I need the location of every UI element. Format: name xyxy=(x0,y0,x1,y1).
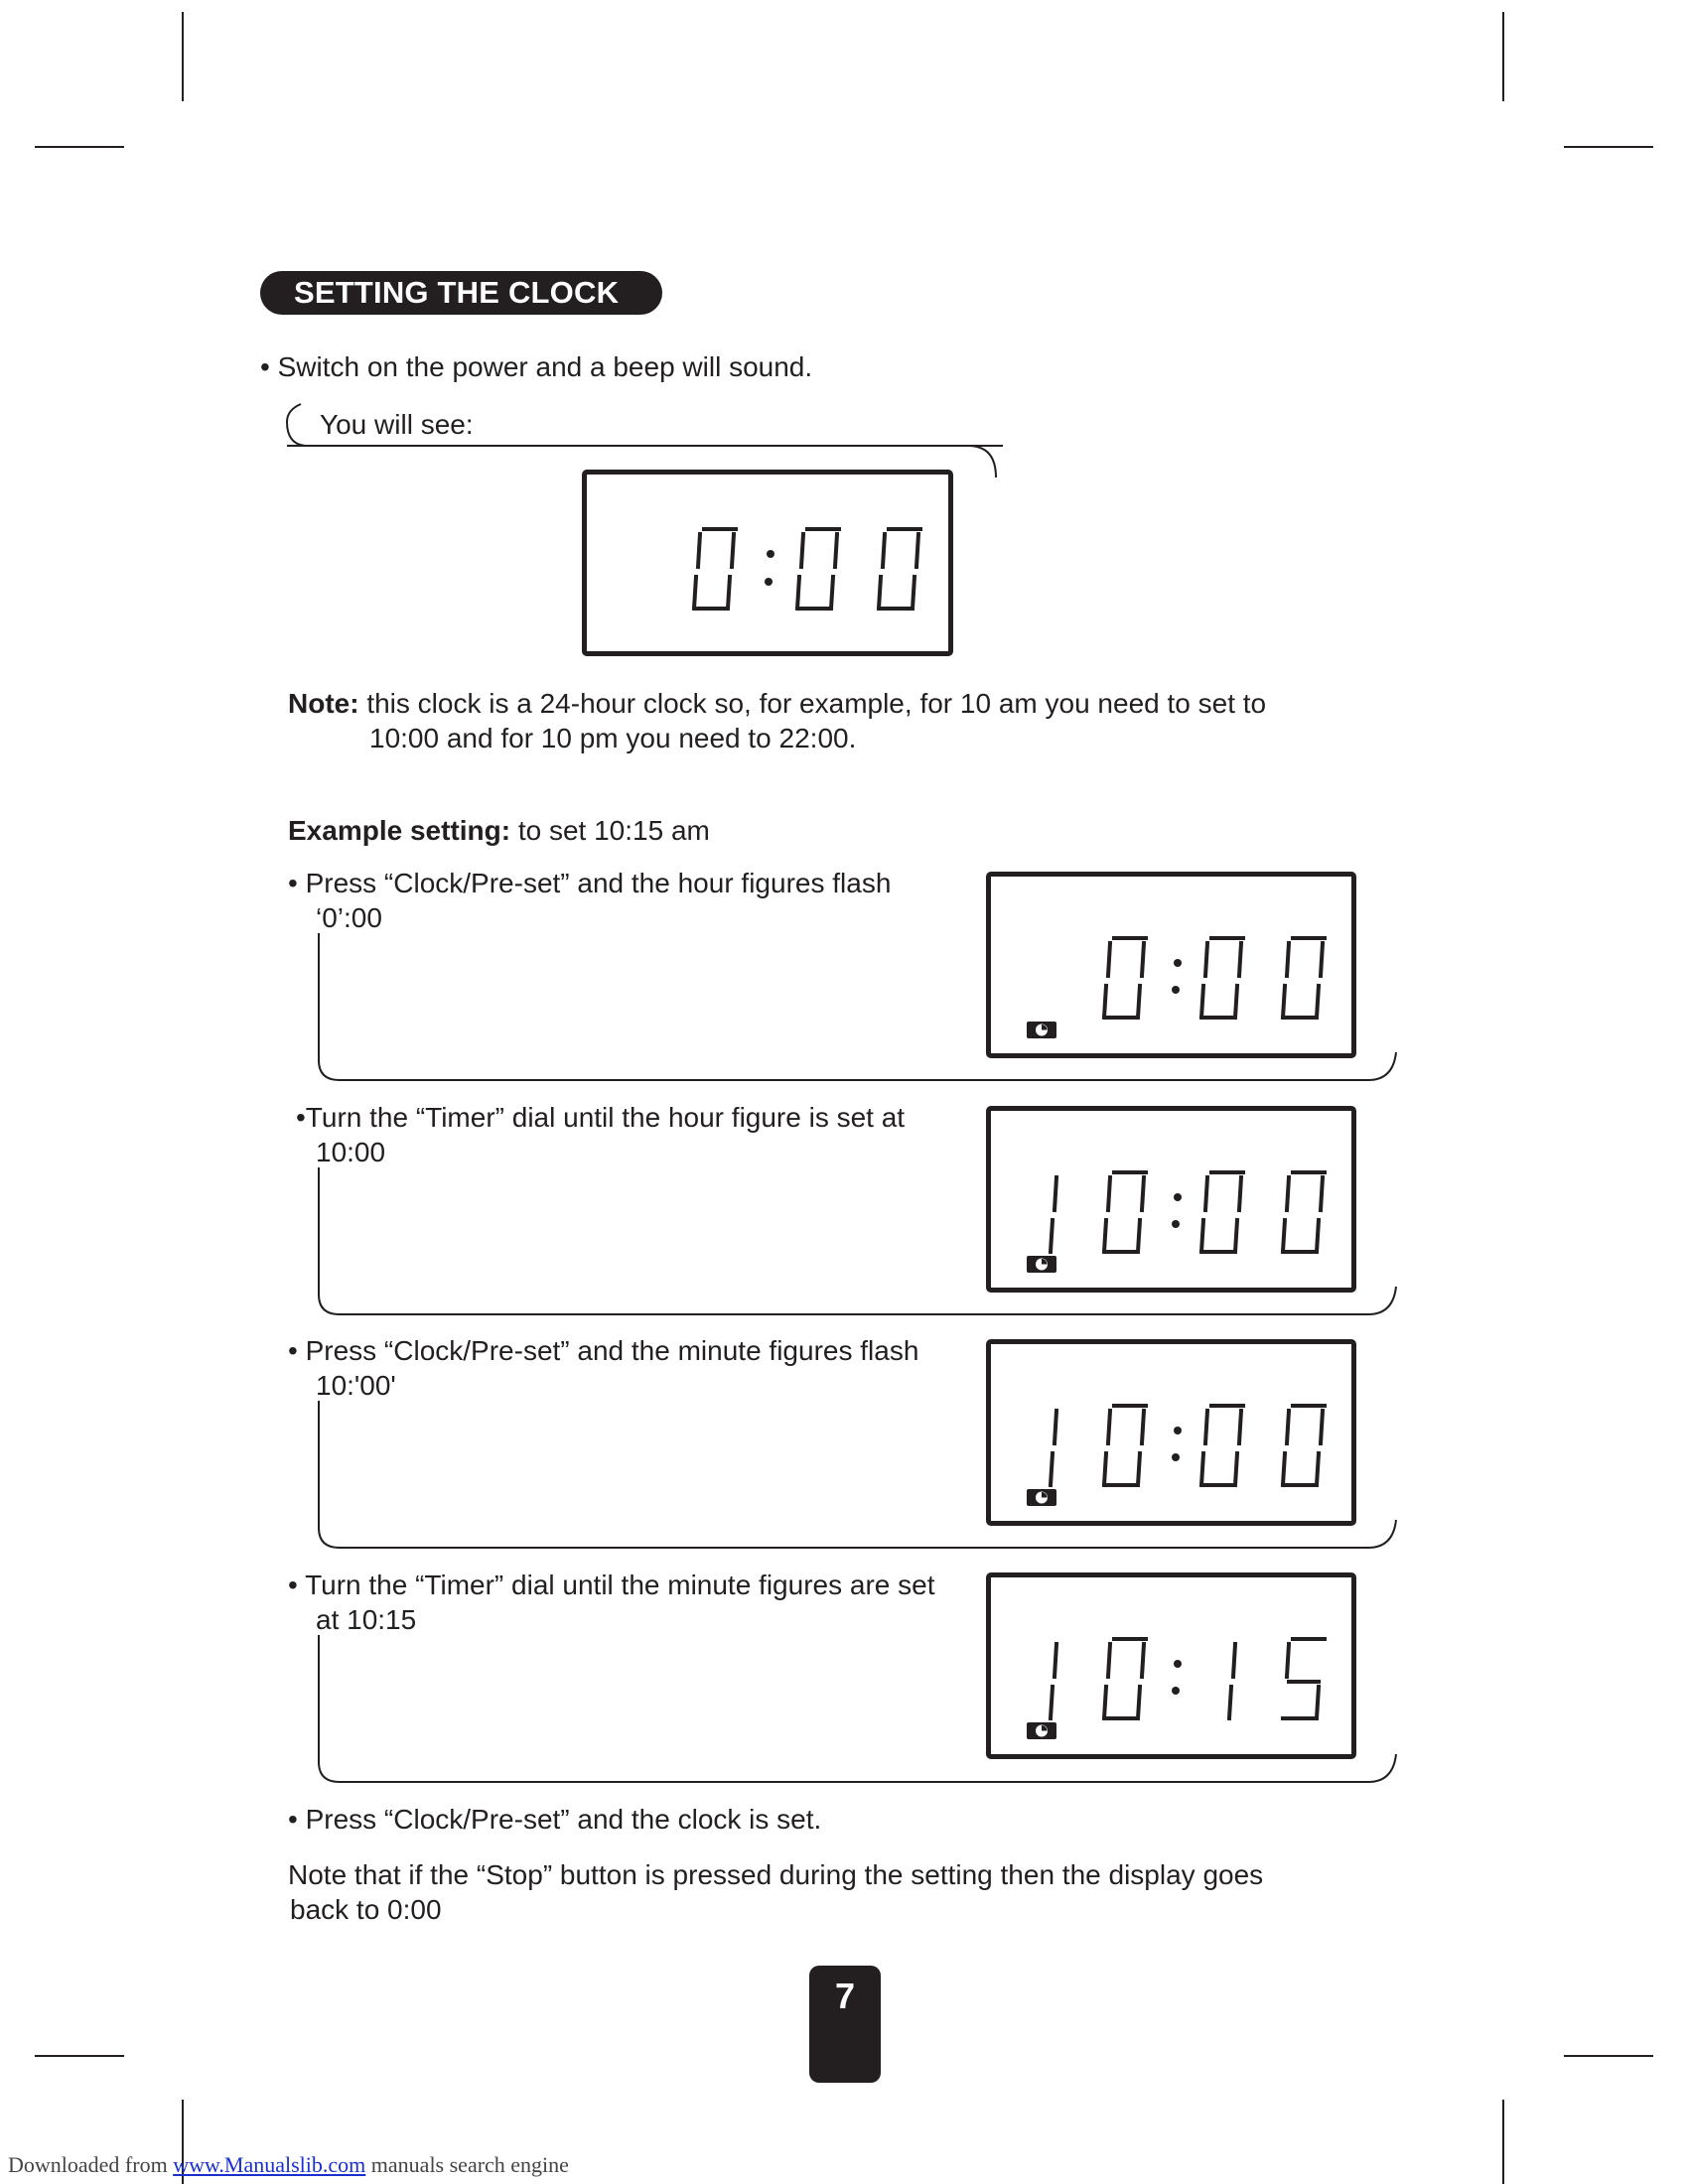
you-will-see-label: You will see: xyxy=(320,409,474,440)
lcd-colon xyxy=(1172,1687,1180,1695)
lcd-colon xyxy=(1172,1453,1180,1461)
note-text: this clock is a 24-hour clock so, for example, for 10 am you need to set to xyxy=(358,688,1267,719)
download-footer xyxy=(8,2152,569,2178)
crop-mark xyxy=(1564,146,1653,148)
lcd-digit-5 xyxy=(1283,1639,1325,1718)
lcd-colon xyxy=(765,578,773,586)
lcd-digit-0 xyxy=(1201,938,1243,1018)
example-line xyxy=(288,813,710,848)
intro-bullet: • Switch on the power and a beep will sound. xyxy=(260,351,813,382)
lcd-digit-0 xyxy=(1283,938,1325,1018)
crop-mark xyxy=(1502,12,1504,101)
lcd-digit-1 xyxy=(1051,1644,1056,1718)
footer-suffix: manuals search engine xyxy=(365,2152,569,2177)
lcd-digit-0 xyxy=(1283,1172,1325,1252)
manualslib-link[interactable]: www.Manualslib.com xyxy=(173,2152,366,2177)
step-1-line2: ‘0’:00 xyxy=(316,902,382,933)
lcd-digit-0 xyxy=(1104,1639,1146,1718)
clock-icon xyxy=(1027,1722,1056,1739)
clock-icon xyxy=(1027,1256,1056,1273)
lcd-digit-0 xyxy=(1104,938,1146,1018)
step-2-line1: •Turn the “Timer” dial until the hour figure is set at xyxy=(296,1102,906,1133)
crop-mark xyxy=(182,12,184,101)
display-step-4 xyxy=(986,1572,1356,1759)
note-label: Note: xyxy=(288,688,359,719)
final-step: • Press “Clock/Pre-set” and the clock is set. xyxy=(288,1804,822,1835)
page-number: 7 xyxy=(809,1966,881,2083)
note-line1 xyxy=(288,686,1266,721)
display-step-3-digits xyxy=(991,1344,1361,1531)
note-line2: 10:00 and for 10 pm you need to 22:00. xyxy=(369,723,857,753)
lcd-colon xyxy=(1174,1660,1182,1668)
step-3-line2: 10:'00' xyxy=(316,1370,396,1401)
clock-icon xyxy=(1027,1022,1056,1038)
lcd-digit-0 xyxy=(797,529,839,609)
crop-mark xyxy=(1564,2055,1653,2057)
lcd-digit-0 xyxy=(694,529,736,609)
lcd-digit-0 xyxy=(1201,1406,1243,1485)
display-intro xyxy=(582,470,953,656)
step-4-line2: at 10:15 xyxy=(316,1604,417,1635)
step-2-line2: 10:00 xyxy=(316,1137,386,1167)
lcd-digit-1 xyxy=(1229,1644,1235,1718)
crop-mark xyxy=(1502,2100,1504,2184)
display-intro-digits xyxy=(587,475,958,661)
crop-mark xyxy=(35,146,124,148)
display-step-1 xyxy=(986,872,1356,1058)
display-step-2 xyxy=(986,1106,1356,1293)
lcd-colon xyxy=(1172,1220,1180,1228)
lcd-colon xyxy=(1174,1193,1182,1201)
lcd-digit-1 xyxy=(1051,1411,1056,1485)
display-step-2-digits xyxy=(991,1111,1361,1297)
section-title: SETTING THE CLOCK xyxy=(260,271,662,315)
lcd-digit-1 xyxy=(1051,1177,1056,1252)
step-4-line1: • Turn the “Timer” dial until the minute figures are set xyxy=(288,1570,935,1600)
stop-note-line2: back to 0:00 xyxy=(290,1894,442,1925)
footer-prefix: Downloaded from xyxy=(8,2152,174,2177)
lcd-digit-0 xyxy=(1283,1406,1325,1485)
display-step-4-digits xyxy=(991,1577,1361,1764)
lcd-colon xyxy=(1174,1427,1182,1434)
step-1-line1: • Press “Clock/Pre-set” and the hour figures flash xyxy=(288,868,892,898)
lcd-digit-0 xyxy=(1201,1172,1243,1252)
crop-mark xyxy=(35,2055,124,2057)
lcd-colon xyxy=(1172,986,1180,994)
clock-icon xyxy=(1027,1489,1056,1506)
lcd-digit-0 xyxy=(1104,1406,1146,1485)
lcd-digit-0 xyxy=(1104,1172,1146,1252)
lcd-digit-0 xyxy=(879,529,920,609)
example-text: to set 10:15 am xyxy=(510,815,710,846)
example-label: Example setting: xyxy=(288,815,511,846)
step-3-line1: • Press “Clock/Pre-set” and the minute figures flash xyxy=(288,1335,919,1366)
lcd-colon xyxy=(1174,959,1182,967)
display-step-3 xyxy=(986,1339,1356,1526)
lcd-colon xyxy=(767,550,774,558)
stop-note-line1: Note that if the “Stop” button is pressed during the setting then the display goes xyxy=(288,1859,1264,1890)
display-step-1-digits xyxy=(991,877,1361,1063)
